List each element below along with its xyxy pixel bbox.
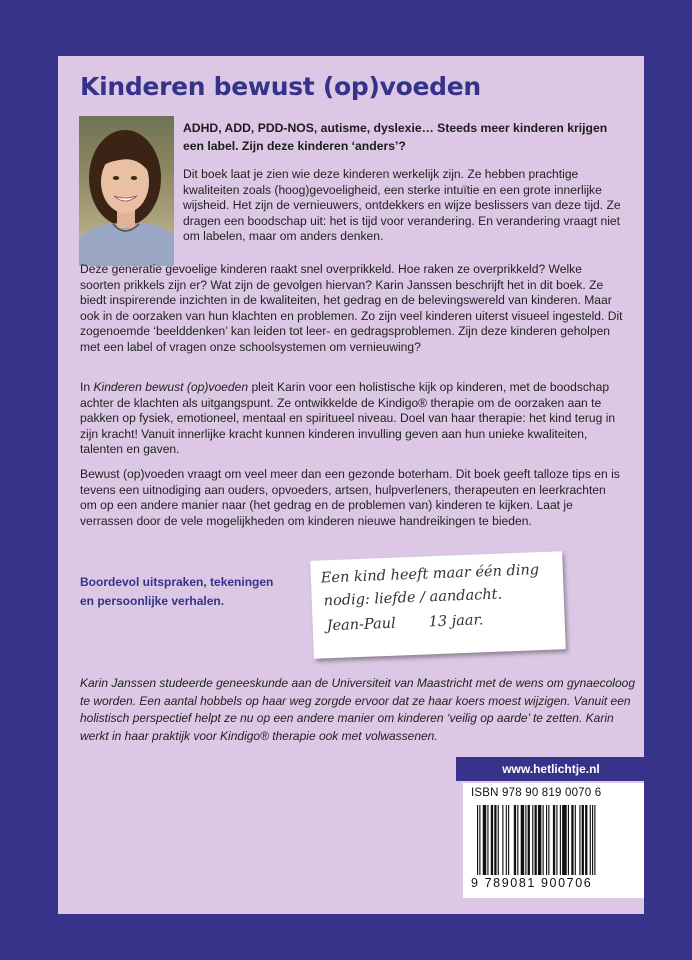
barcode-bar — [508, 805, 509, 875]
barcode-box — [463, 783, 644, 898]
isbn-number: ISBN 978 90 819 0070 6 — [471, 787, 602, 799]
barcode-bar — [582, 805, 584, 875]
barcode-bar — [487, 805, 488, 875]
author-bio: Karin Janssen studeerde geneeskunde aan de Universiteit van Maastricht met de wens om gynaecoloog te worden. Een aantal hobbels op haar weg zorgde ervoor dat ze haar koers moest wijzigen. Vanuit een holistisch perspectief helpt ze nu op een andere manier om kinderen ‘veilig op aarde’ te zetten. Karin werkt in haar praktijk voor Kindigo® therapie ook met volwassenen. — [80, 676, 635, 743]
barcode-bar — [514, 805, 516, 875]
handwritten-note — [310, 551, 566, 659]
lead-question: ADHD, ADD, PDD-NOS, autisme, dyslexie… Steeds meer kinderen krijgen een label. Zijn deze kinderen ‘anders’? — [183, 121, 608, 153]
barcode-bar — [592, 805, 593, 875]
barcode-bar — [521, 805, 524, 875]
barcode-bar — [562, 805, 567, 875]
barcode-bar — [525, 805, 526, 875]
barcode-bar — [535, 805, 537, 875]
barcode-bar — [498, 805, 499, 875]
barcode-bar — [571, 805, 573, 875]
intro-paragraph: Dit boek laat je zien wie deze kinderen werkelijk zijn. Ze hebben prachtige kwaliteiten zoals (hoog)gevoeligheid, een sterke intuïtie en een grote innerlijke wijsheid. Het zijn de vernieuwers, ontdekkers en wijze beslissers van deze tijd. Ze dragen een boodschap uit: het is tijd voor verandering. En verandering vraagt niet om labelen, maar om anders denken. — [183, 167, 621, 244]
note-signature: Jean-Paul — [326, 615, 397, 635]
barcode-bar — [594, 805, 595, 875]
barcode-bar — [506, 805, 507, 875]
author-photo — [79, 116, 174, 266]
barcode-bar — [483, 805, 486, 875]
paragraph-invitation: Bewust (op)voeden vraagt om veel meer dan een gezonde boterham. Dit boek geeft talloze tips en is tevens een uitnodiging aan ouders, opvoeders, artsen, hulpverleners, therapeuten en leerkrachten om op een andere manier naar (het gedrag en de problemen van) kinderen te kijken. Laat je verrassen door de vele mogelijkheden om kinderen nieuwe handreikingen te bieden. — [80, 467, 620, 528]
barcode-bar — [517, 805, 518, 875]
barcode-bar — [546, 805, 547, 875]
barcode-bar — [479, 805, 480, 875]
barcode-bar — [543, 805, 544, 875]
barcode-bar — [560, 805, 561, 875]
barcode-bar — [502, 805, 503, 875]
paragraph-prefix: In — [80, 380, 94, 394]
paragraph-overstimulation: Deze generatie gevoelige kinderen raakt snel overprikkeld. Hoe raken ze overprikkeld? Welke soorten prikkels zijn er? Wat zijn de gevolgen hiervan? Karin Janssen beschrijft het in dit boek. Ze biedt inspirerende inzichten in de kwaliteiten, het gedrag en de belevingswereld van kinderen. Maar ook in de oorzaken van hun klachten en problemen. Zo zijn veel kinderen uiterst visueel ingesteld. Dit zogenoemde ‘beelddenken’ kan leiden tot leer- en gedragsproblemen. Zijn deze kinderen geholpen met een label of vragen onze schoolsystemen om vernieuwing? — [80, 262, 623, 354]
barcode-bar — [585, 805, 587, 875]
barcode-bar — [556, 805, 557, 875]
book-title: Kinderen bewust (op)voeden — [80, 72, 481, 101]
barcode-bar — [568, 805, 569, 875]
barcode-bar — [532, 805, 533, 875]
barcode-bar — [553, 805, 555, 875]
barcode-bar — [538, 805, 541, 875]
barcode-bar — [494, 805, 496, 875]
barcode-bar — [528, 805, 530, 875]
barcode-bar — [579, 805, 580, 875]
barcode-bar — [548, 805, 549, 875]
barcode-bar — [477, 805, 478, 875]
note-line-1: Een kind heeft maar één ding — [320, 562, 540, 587]
note-line-2: nodig: liefde / aandacht. — [323, 586, 503, 610]
publisher-website[interactable]: www.hetlichtje.nl — [456, 757, 646, 781]
inline-book-title: Kinderen bewust (op)voeden — [93, 380, 249, 394]
barcode-bar — [590, 805, 591, 875]
paragraph-holistic — [80, 380, 625, 458]
note-age: 13 jaar. — [428, 612, 484, 631]
barcode-digits: 9 789081 900706 — [471, 876, 593, 890]
tagline: Boordevol uitspraken, tekeningen en persoonlijke verhalen. — [80, 575, 274, 608]
barcode-bar — [491, 805, 493, 875]
barcode-bar — [575, 805, 576, 875]
paragraph-holistic-text: pleit Karin voor een holistische kijk op kinderen, met de boodschap achter de klachten als uitgangspunt. Ze ontwikkelde de Kindigo® therapie om de oorzaken aan te pakken op fysiek, emotioneel, mentaal en spiritueel niveau. Doel van haar therapie: het kind terug in zijn kracht! Vanuit innerlijke kracht kunnen kinderen invulling geven aan hun unieke kwaliteiten, talenten en gaven. — [80, 380, 616, 457]
barcode — [477, 805, 633, 875]
